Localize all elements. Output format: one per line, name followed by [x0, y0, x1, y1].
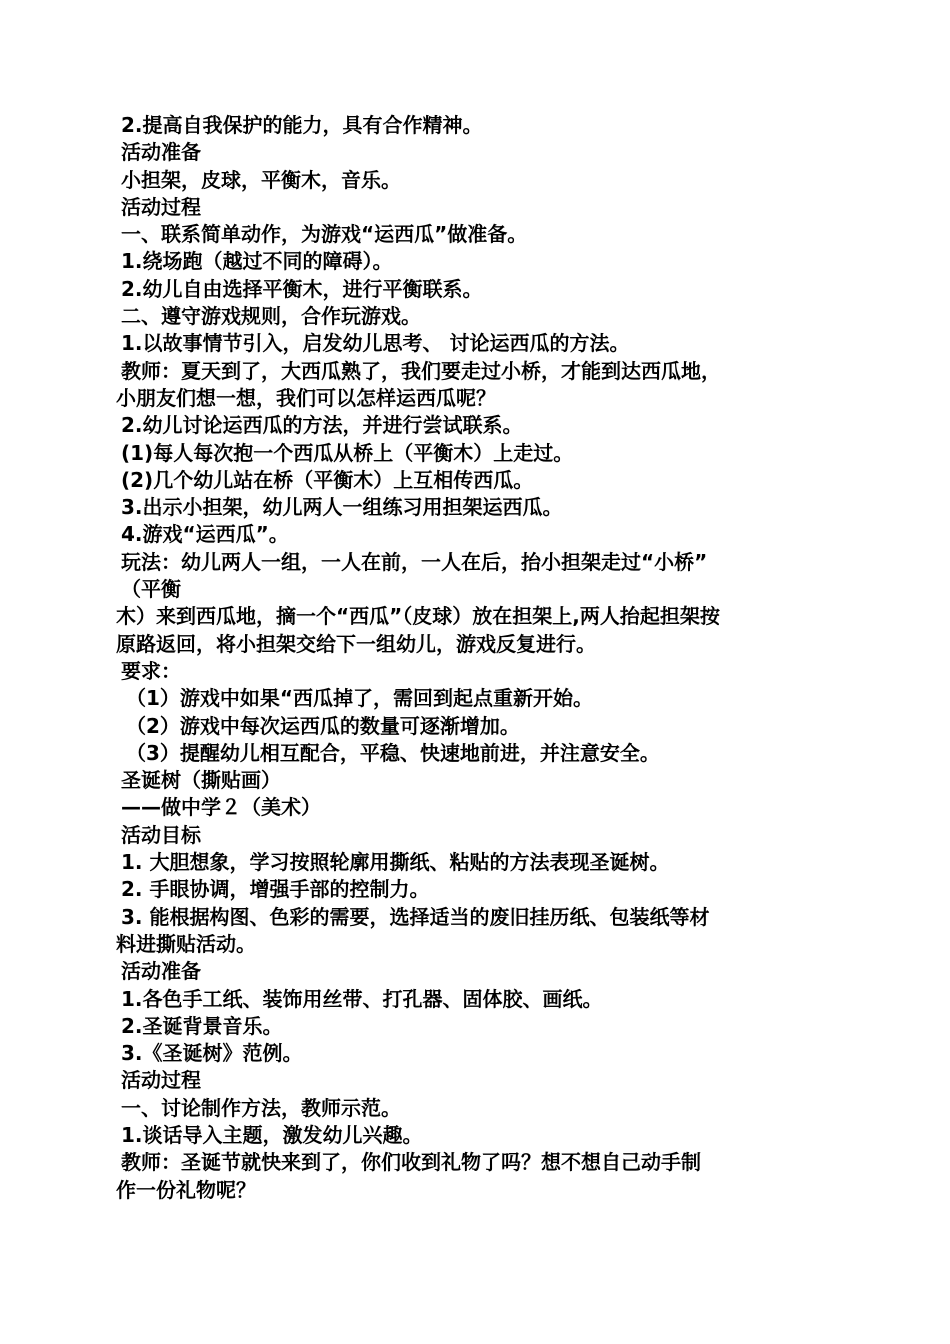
teacher-dialogue-continued: 作一份礼物呢？	[116, 1177, 256, 1202]
requirement-item: （2）游戏中每次运西瓜的数量可逐渐增加。	[126, 713, 520, 738]
preparation-item: 3.《圣诞树》范例。	[121, 1041, 303, 1066]
process-substep: 1.以故事情节引入，启发幼儿思考、 讨论运西瓜的方法。	[121, 331, 630, 356]
objective-item: 3. 能根据构图、色彩的需要，选择适当的废旧挂历纸、包装纸等材	[121, 904, 710, 929]
process-step-1: 一、联系简单动作，为游戏“运西瓜”做准备。	[121, 222, 528, 247]
requirements-heading: 要求：	[121, 658, 181, 683]
process-substep: 3.出示小担架，幼儿两人一组练习用担架运西瓜。	[121, 495, 563, 520]
game-rules-wrap: （平衡	[121, 577, 181, 602]
process-substep: 2.幼儿讨论运西瓜的方法，并进行尝试联系。	[121, 413, 523, 438]
section-heading-process: 活动过程	[121, 194, 201, 219]
process-step-2: 二、遵守游戏规则，合作玩游戏。	[121, 304, 421, 329]
lesson-subtitle: ——做中学２（美术）	[121, 795, 321, 820]
requirement-item: （1）游戏中如果“西瓜掉了，需回到起点重新开始。	[126, 686, 594, 711]
process-substep: (2)几个幼儿站在桥（平衡木）上互相传西瓜。	[121, 467, 534, 492]
game-rules: 玩法：幼儿两人一组，一人在前，一人在后，抬小担架走过“小桥”	[121, 549, 708, 574]
teacher-dialogue: 教师：圣诞节就快来到了，你们收到礼物了吗？想不想自己动手制	[121, 1150, 701, 1175]
lesson-title: 圣诞树（撕贴画）	[121, 768, 281, 793]
objective-item-continued: 料进撕贴活动。	[116, 931, 256, 956]
game-rules-continued: 原路返回，将小担架交给下一组幼儿，游戏反复进行。	[116, 631, 596, 656]
objective-item: 1. 大胆想象，学习按照轮廓用撕纸、粘贴的方法表现圣诞树。	[121, 850, 670, 875]
teacher-dialogue-continued: 小朋友们想一想，我们可以怎样运西瓜呢？	[116, 385, 496, 410]
section-heading-process: 活动过程	[121, 1068, 201, 1093]
process-substep: 1.谈话导入主题，激发幼儿兴趣。	[121, 1122, 423, 1147]
section-heading-objectives: 活动目标	[121, 822, 201, 847]
preparation-item: 1.各色手工纸、装饰用丝带、打孔器、固体胶、画纸。	[121, 986, 603, 1011]
requirement-item: （3）提醒幼儿相互配合，平稳、快速地前进，并注意安全。	[126, 740, 660, 765]
process-substep: 4.游戏“运西瓜”。	[121, 522, 289, 547]
section-heading-preparation: 活动准备	[121, 959, 201, 984]
teacher-dialogue: 教师：夏天到了，大西瓜熟了，我们要走过小桥，才能到达西瓜地，	[121, 358, 721, 383]
process-substep: 1.绕场跑（越过不同的障碍）。	[121, 249, 393, 274]
preparation-item: 2.圣诞背景音乐。	[121, 1013, 283, 1038]
objective-item-2: 2.提高自我保护的能力，具有合作精神。	[121, 113, 483, 137]
process-substep: 2.幼儿自由选择平衡木，进行平衡联系。	[121, 276, 483, 301]
objective-item: 2. 手眼协调，增强手部的控制力。	[121, 877, 430, 902]
document-body	[116, 112, 846, 1204]
section-heading-preparation: 活动准备	[121, 140, 201, 165]
preparation-text: 小担架，皮球，平衡木，音乐。	[121, 167, 401, 192]
process-step-1: 一、讨论制作方法，教师示范。	[121, 1095, 401, 1120]
process-substep: (1)每人每次抱一个西瓜从桥上（平衡木）上走过。	[121, 440, 574, 465]
game-rules-continued: 木）来到西瓜地，摘一个“西瓜”（皮球）放在担架上,两人抬起担架按	[116, 604, 720, 629]
